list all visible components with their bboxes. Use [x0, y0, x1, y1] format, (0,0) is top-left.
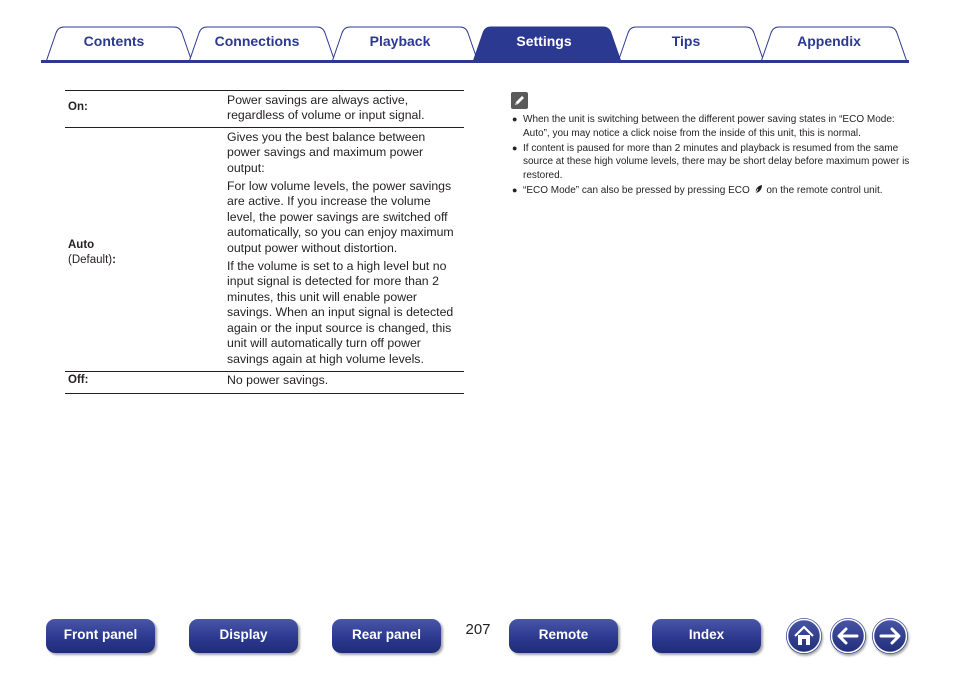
- arrow-right-icon[interactable]: [872, 618, 908, 654]
- row-key-sub: (Default): [68, 254, 113, 267]
- list-item: [512, 142, 910, 183]
- note-text: If content is paused for more than 2 minutes and playback is resumed from the same source at these high volume levels, there may be short delay before maximum power is restored.: [523, 142, 910, 181]
- remote-button[interactable]: Remote: [509, 619, 618, 653]
- row-key-label: Auto: [68, 239, 95, 252]
- tab-bar: [0, 0, 954, 64]
- tab-settings[interactable]: Settings: [516, 33, 572, 49]
- arrow-left-icon[interactable]: [830, 618, 866, 654]
- leaf-icon: [754, 184, 763, 194]
- pencil-icon: [511, 92, 528, 109]
- tab-shapes: [0, 0, 954, 64]
- table-row-off: [65, 371, 464, 394]
- display-button[interactable]: Display: [189, 619, 298, 653]
- home-icon[interactable]: [786, 618, 822, 654]
- list-item: [512, 184, 910, 198]
- index-button[interactable]: Index: [652, 619, 761, 653]
- tab-appendix[interactable]: Appendix: [797, 33, 861, 49]
- tab-playback[interactable]: Playback: [369, 33, 431, 49]
- front-panel-button[interactable]: Front panel: [46, 619, 155, 653]
- list-item: [512, 113, 910, 140]
- eco-mode-table: [65, 90, 464, 394]
- notes-list: [512, 113, 910, 199]
- bullet-icon: ●: [512, 114, 518, 124]
- note-text: on the remote control unit.: [766, 184, 883, 196]
- note-text: “ECO Mode” can also be pressed by pressing ECO: [523, 184, 750, 196]
- row-value: [227, 372, 464, 393]
- rear-panel-button[interactable]: Rear panel: [332, 619, 441, 653]
- bullet-icon: ●: [512, 142, 518, 153]
- row-text: Power savings are always active, regardless of volume or input signal.: [227, 92, 425, 122]
- table-row-auto: [65, 127, 464, 371]
- row-key: [68, 238, 116, 268]
- page-number: 207: [465, 621, 491, 638]
- tab-tips[interactable]: Tips: [671, 33, 701, 49]
- row-text: No power savings.: [227, 373, 329, 388]
- row-value: [227, 128, 464, 371]
- tab-connections[interactable]: Connections: [214, 33, 300, 49]
- table-row-on: [65, 90, 464, 127]
- bullet-icon: ●: [512, 184, 518, 195]
- tab-contents[interactable]: Contents: [83, 33, 145, 49]
- row-key: Off:: [68, 374, 89, 387]
- row-text: If the volume is set to a high level but no input signal is detected for more than 2 minutes, this unit will enable power savings. When an input signal is detected again or the input source is changed, this unit will automatically turn off power savings again at high volume levels.: [227, 259, 454, 366]
- row-value: [227, 91, 464, 127]
- row-text: Gives you the best balance between power savings and maximum power output:: [227, 129, 426, 175]
- note-text: When the unit is switching between the different power saving states in “ECO Mode: Auto”, you may notice a click noise from the inside of this unit, this is normal.: [523, 114, 895, 139]
- row-key-suffix: :: [112, 254, 116, 267]
- row-key: On:: [68, 101, 88, 113]
- row-text: For low volume levels, the power savings are active. If you increase the volume level, the power savings are switched off automatically, so you can enjoy maximum output power without distortion.: [227, 179, 454, 255]
